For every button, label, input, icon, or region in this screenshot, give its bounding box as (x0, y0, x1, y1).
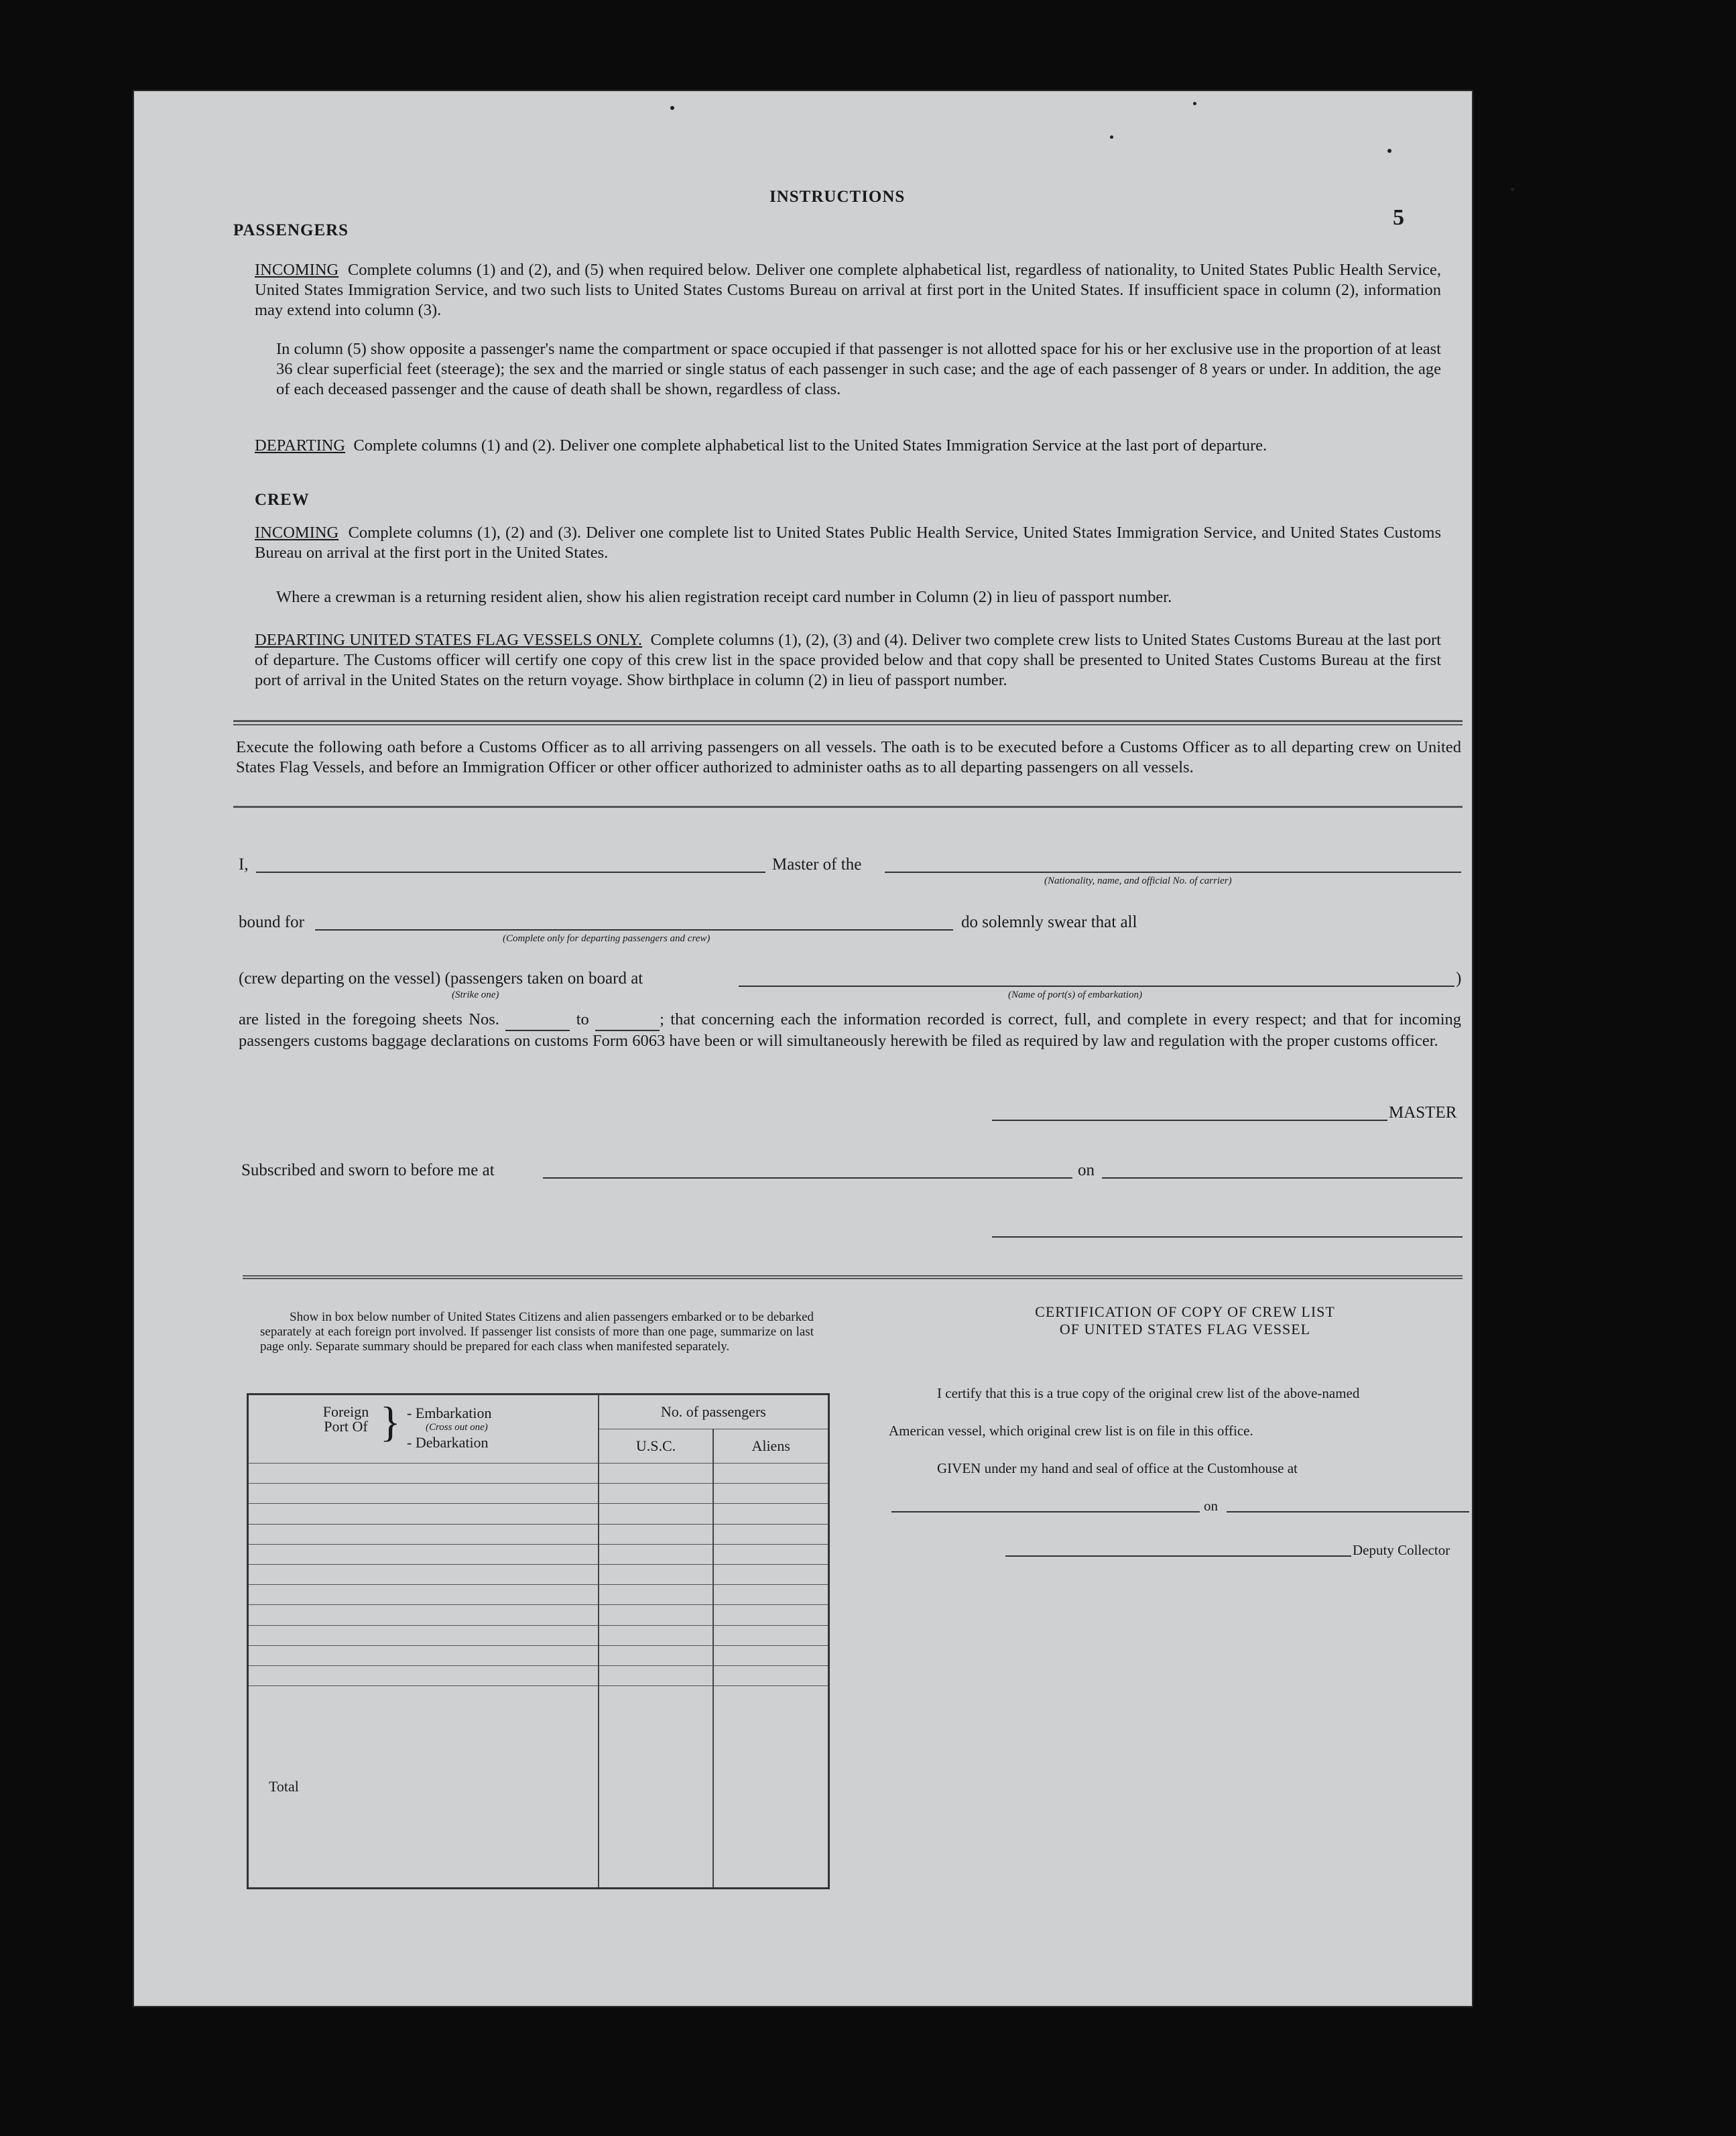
master-name-field[interactable] (256, 872, 765, 873)
table-row[interactable] (248, 1464, 829, 1484)
aliens-header: Aliens (713, 1429, 828, 1464)
scan-speck (670, 106, 674, 110)
listed-to-text: to (576, 1010, 589, 1028)
table-row[interactable] (248, 1484, 829, 1504)
cross-out-label: (Cross out one) (426, 1422, 488, 1433)
total-row[interactable] (248, 1686, 829, 1889)
master-signature-field[interactable] (992, 1120, 1387, 1121)
passengers-departing-text: Complete columns (1) and (2). Deliver one complete alphabetical list to the United States Immigration Service at the last port of departure. (353, 436, 1267, 455)
cert-date-field[interactable] (1227, 1511, 1469, 1512)
crew-heading: CREW (255, 491, 310, 509)
close-paren: ) (1456, 969, 1462, 988)
table-row[interactable] (248, 1544, 829, 1564)
crew-departing-paragraph (255, 630, 1441, 691)
scan-speck (1193, 102, 1196, 105)
bound-for-caption: (Complete only for departing passengers and crew) (503, 933, 710, 944)
subscribed-on-label: on (1078, 1161, 1095, 1179)
passengers-incoming-paragraph (255, 260, 1441, 320)
passengers-column5-paragraph: In column (5) show opposite a passenger's name the compartment or space occupied if that passenger is not allotted space for his or her exclusive use in the proportion of at least 36 clear superficial feet (steerage); the sex and the married or single status of each passenger in such case; and the age of each passenger of 8 years or under. In addition, the age of each deceased passenger and the cause of death shall be shown, regardless of class. (276, 340, 1441, 398)
embarkation-label: - Embarkation (407, 1405, 492, 1421)
oath-i: I, (239, 855, 249, 874)
passengers-departing-paragraph (255, 436, 1441, 456)
customhouse-field[interactable] (891, 1511, 1200, 1512)
listed-a-text: are listed in the foregoing sheets Nos. (239, 1010, 499, 1028)
table-row[interactable] (248, 1564, 829, 1584)
cert-on-label: on (1204, 1498, 1218, 1514)
subscribed-text: Subscribed and sworn to before me at (241, 1161, 495, 1179)
crew-incoming-label: INCOMING (255, 524, 339, 542)
crew-incoming-paragraph (255, 523, 1441, 563)
summary-note: Show in box below number of United States Citizens and alien passengers embarked or to be debarked separately at each foreign port involved. If passenger list consists of more than one page, summarize on last page only. Separate summary should be prepared for each class when manifested separately. (260, 1310, 814, 1354)
subscribed-date-field[interactable] (1102, 1177, 1463, 1179)
scan-speck (1387, 149, 1391, 153)
ports-embarkation-field[interactable] (739, 986, 1454, 987)
passengers-incoming-text: Complete columns (1) and (2), and (5) when required below. Deliver one complete alphabetical list, regardless of nationality, to United States Public Health Service, United States Immigration Service, and two such lists to United States Customs Bureau on arrival at first port in the United States. If insufficient space in column (2), information may extend into column (3). (255, 261, 1442, 319)
given-line: GIVEN under my hand and seal of office at the Customhouse at (937, 1460, 1298, 1476)
table-row[interactable] (248, 1524, 829, 1544)
table-row[interactable] (248, 1605, 829, 1625)
scan-speck (1110, 135, 1113, 139)
passengers-heading: PASSENGERS (233, 221, 349, 239)
instructions-title: INSTRUCTIONS (769, 188, 906, 206)
oath-listed-paragraph (239, 1010, 1461, 1051)
listed-b-text: ; that concerning each the information recorded is correct, full, and complete in every respect; and that for incoming passengers customs baggage declarations on customs Form 6063 have been or will simultaneously herewith be filed as required by law and regulation with the proper customs officer. (239, 1010, 1462, 1050)
scan-speck (1511, 188, 1514, 191)
table-row[interactable] (248, 1504, 829, 1524)
brace-icon: } (380, 1398, 401, 1445)
table-row[interactable] (248, 1665, 829, 1685)
table-row[interactable] (248, 1585, 829, 1605)
passenger-summary-table (247, 1393, 830, 1889)
subscribed-place-field[interactable] (543, 1177, 1072, 1179)
divider-top-inner (233, 724, 1463, 725)
crew-departing-text: (crew departing on the vessel) (passengers taken on board at (239, 969, 643, 988)
bound-for-field[interactable] (315, 929, 953, 931)
form-page (133, 90, 1473, 2007)
passengers-departing-label: DEPARTING (255, 436, 346, 455)
debarkation-label: - Debarkation (407, 1434, 489, 1451)
table-row[interactable] (248, 1645, 829, 1665)
crew-resident-paragraph: Where a crewman is a returning resident alien, show his alien registration receipt card number in Column (2) in lieu of passport number. (276, 588, 1172, 606)
passengers-incoming-label: INCOMING (255, 261, 339, 279)
total-label: Total (248, 1686, 599, 1889)
master-label: MASTER (1389, 1104, 1457, 1122)
usc-header: U.S.C. (599, 1429, 714, 1464)
officer-signature-field[interactable] (992, 1236, 1463, 1238)
crew-incoming-text: Complete columns (1), (2) and (3). Deliver one complete list to United States Public Health Service, United States Immigration Service, and United States Customs Bureau on arrival at the first port in the United States. (255, 524, 1442, 562)
sheet-to-field[interactable] (595, 1010, 660, 1031)
sheet-from-field[interactable] (505, 1010, 570, 1031)
crew-departing-text: Complete columns (1), (2), (3) and (4). Deliver two complete crew lists to United States Customs Bureau at the last port of departure. The Customs officer will certify one copy of this crew list in the space provided below and that copy shall be presented to United States Customs Bureau at the first port of arrival in the United States on the return voyage. Show birthplace in column (2) in lieu of passport number. (255, 631, 1441, 689)
strike-one-caption: (Strike one) (452, 990, 499, 1000)
divider-top (233, 720, 1463, 722)
carrier-caption: (Nationality, name, and official No. of carrier) (1044, 876, 1232, 886)
certify-line2: American vessel, which original crew list is on file in this office. (889, 1423, 1253, 1439)
crew-departing-label: DEPARTING UNITED STATES FLAG VESSELS ONLY. (255, 631, 643, 649)
divider-bottom (243, 1275, 1463, 1277)
deputy-collector-label: Deputy Collector (1353, 1542, 1450, 1558)
no-passengers-header: No. of passengers (599, 1395, 829, 1429)
page-number-mark: 5 (1393, 205, 1404, 230)
foreign-port-label: Foreign Port Of (322, 1403, 369, 1435)
bound-for-label: bound for (239, 913, 304, 931)
certify-line1: I certify that this is a true copy of the original crew list of the above-named (937, 1385, 1360, 1401)
certification-heading-line1: CERTIFICATION OF COPY OF CREW LIST (1035, 1303, 1335, 1320)
certification-heading-line2: OF UNITED STATES FLAG VESSEL (1059, 1321, 1311, 1338)
oath-intro: Execute the following oath before a Customs Officer as to all arriving passengers on all vessels. The oath is to be executed before a Customs Officer as to all departing crew on United States Flag Vessels, and before an Immigration Officer or other officer authorized to administer oaths as to all departing passengers on all vessels. (236, 738, 1461, 776)
swear-text: do solemnly swear that all (961, 913, 1137, 931)
certification-heading (997, 1303, 1373, 1338)
master-of-label: Master of the (772, 855, 862, 874)
deputy-signature-field[interactable] (1005, 1555, 1351, 1557)
ports-caption: (Name of port(s) of embarkation) (1008, 990, 1142, 1000)
divider-oath (233, 806, 1463, 808)
divider-bottom-inner (243, 1278, 1463, 1279)
port-header (248, 1395, 599, 1464)
table-row[interactable] (248, 1625, 829, 1645)
carrier-field[interactable] (885, 872, 1461, 873)
